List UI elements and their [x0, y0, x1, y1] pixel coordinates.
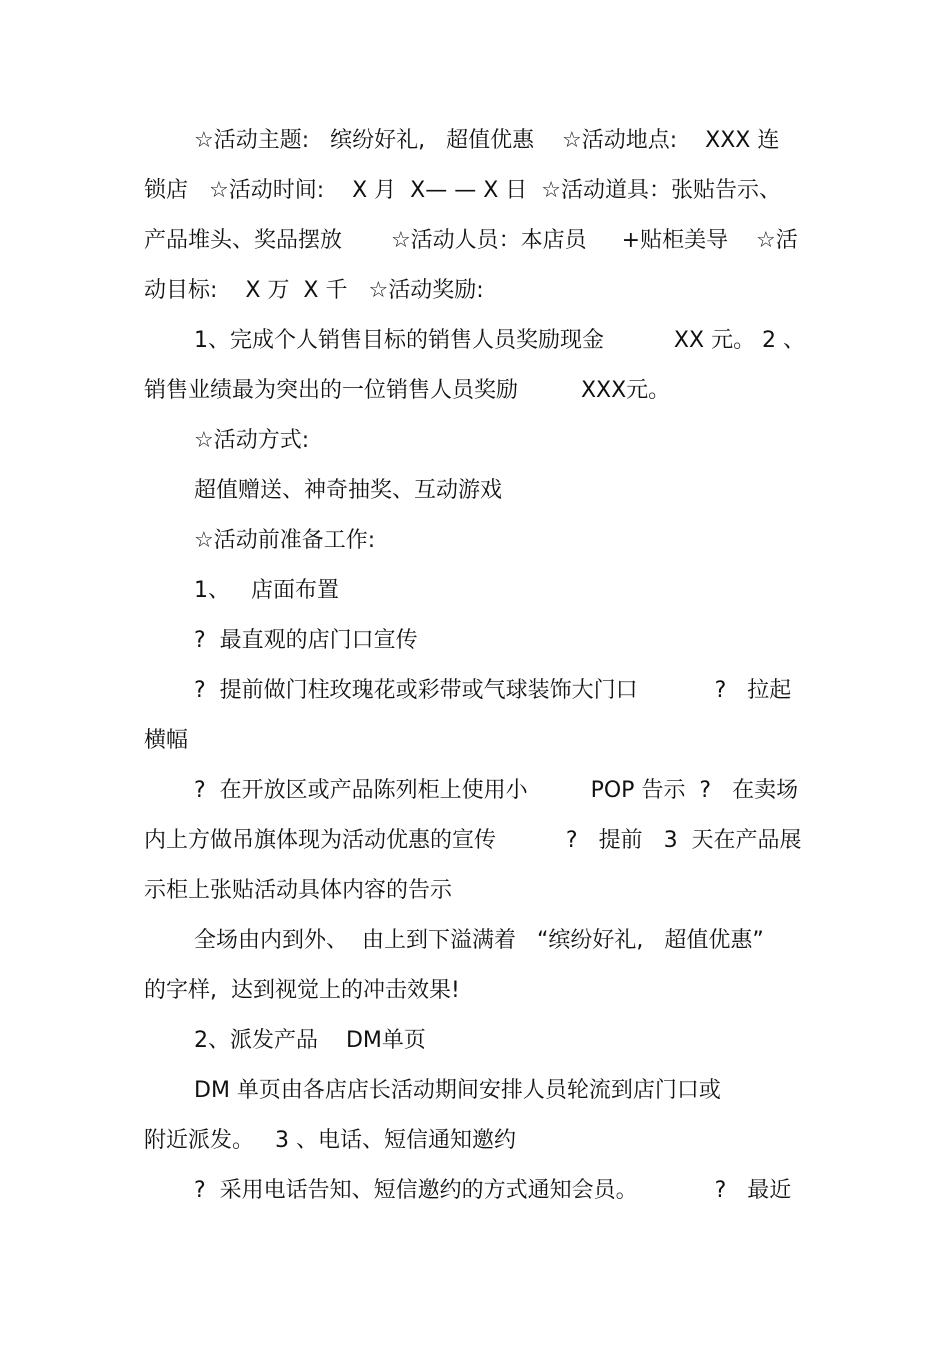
text-line: 超值赠送、神奇抽奖、互动游戏 — [194, 478, 503, 503]
bullet-line: ? 提前做门柱玫瑰花或彩带或气球装饰大门口 ? 拉起 — [194, 678, 792, 703]
text-line: 内上方做吊旗体现为活动优惠的宣传 ? 提前 3 天在产品展 — [144, 828, 802, 853]
text-line: 锁店 ☆活动时间: X 月 X— — X 日 ☆活动道具：张贴告示、 — [144, 178, 781, 203]
subsection-heading: 2、派发产品 DM单页 — [194, 1028, 426, 1053]
section-heading: ☆活动方式: — [194, 428, 310, 453]
text-line: 的字样, 达到视觉上的冲击效果! — [144, 978, 460, 1003]
text-line: 附近派发。 3 、电话、短信通知邀约 — [144, 1128, 516, 1153]
text-line: ☆活动主题: 缤纷好礼, 超值优惠 ☆活动地点: XXX 连 — [194, 128, 780, 153]
section-heading: ☆活动前准备工作: — [194, 528, 376, 553]
text-line: 1、完成个人销售目标的销售人员奖励现金 XX 元。 2 、 — [194, 328, 806, 353]
text-line: 动目标: X 万 X 千 ☆活动奖励: — [144, 278, 484, 303]
bullet-line: ? 最直观的店门口宣传 — [194, 628, 418, 653]
text-line: DM 单页由各店店长活动期间安排人员轮流到店门口或 — [194, 1078, 721, 1103]
text-line: 产品堆头、奖品摆放 ☆活动人员：本店员 +贴柜美导 ☆活 — [144, 228, 798, 253]
bullet-line: ? 采用电话告知、短信邀约的方式通知会员。 ? 最近 — [194, 1178, 792, 1203]
bullet-line: ? 在开放区或产品陈列柜上使用小 POP 告示 ? 在卖场 — [194, 778, 799, 803]
text-line: 横幅 — [144, 728, 189, 753]
subsection-heading: 1、 店面布置 — [194, 578, 339, 603]
text-line: 全场由内到外、 由上到下溢满着 “缤纷好礼, 超值优惠” — [194, 928, 764, 953]
text-line: 示柜上张贴活动具体内容的告示 — [144, 878, 453, 903]
text-line: 销售业绩最为突出的一位销售人员奖励 XXX元。 — [144, 378, 671, 403]
